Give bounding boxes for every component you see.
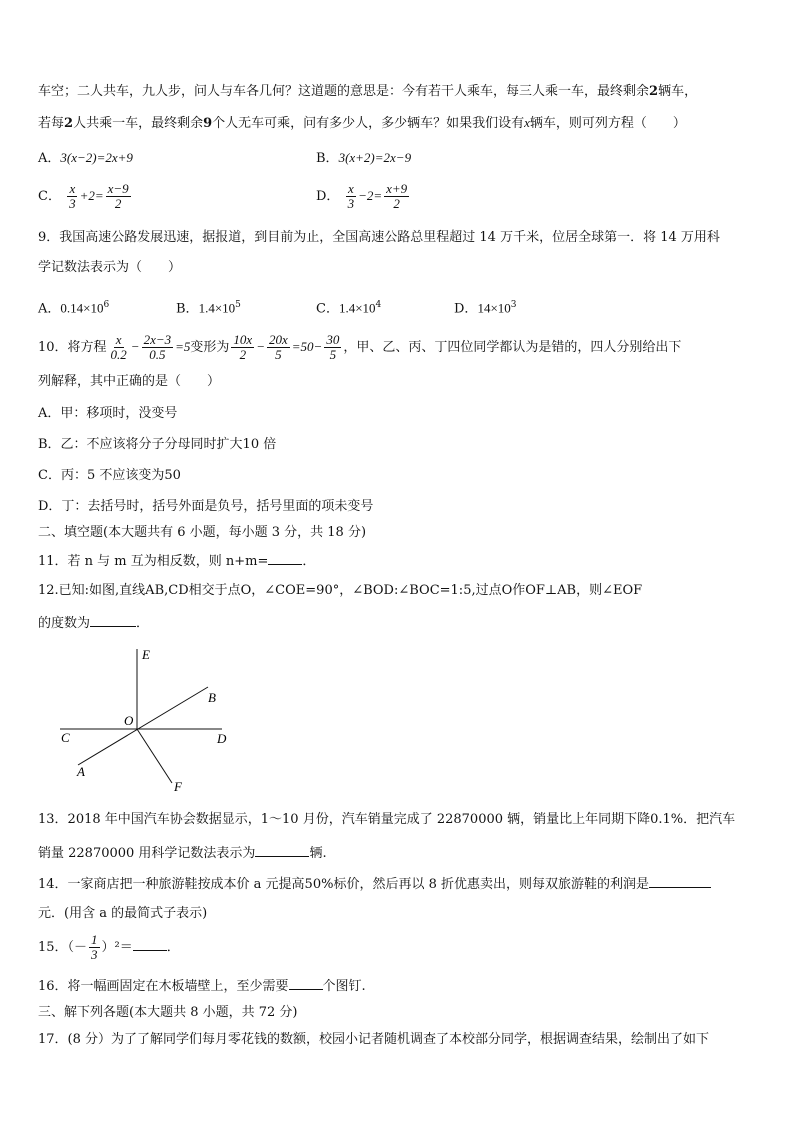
label-o: O	[124, 713, 134, 728]
q12-line1: 12.已知:如图,直线AB,CD相交于点O，∠COE=90°，∠BOD:∠BOC=1:5,过点O作OF⊥AB，则∠EOF	[38, 583, 643, 598]
q8-line2: 若每2人共乘一车，最终剩余9个人无车可乘，问有多少人，多少辆车？如果我们设有x辆车，则可列方程（ ）	[38, 115, 686, 131]
q9-line1: 9．我国高速公路发展迅速，据报道，到目前为止，全国高速公路总里程超过 14 万千米，位居全球第一．将 14 万用科	[38, 230, 720, 245]
q10-option-a[interactable]: A．甲：移项时，没变号	[38, 406, 178, 421]
label-b: B	[208, 690, 216, 705]
fraction: $\frac{1}{3}$	[91, 932, 98, 962]
label-c: C	[61, 730, 70, 745]
q14-line2: 元．(用含 a 的最简式子表示)	[38, 906, 208, 921]
answer-blank[interactable]	[649, 873, 711, 888]
label-a: A	[77, 764, 85, 779]
q9-line2: 学记数法表示为（ ）	[38, 260, 182, 275]
q8-option-c[interactable]: C． $\frac{x}{3}$ +2= $\frac{x-9}{2}$	[38, 181, 129, 211]
section-heading-solve: 三、解下列各题(本大题共 8 小题，共 72 分)	[38, 1005, 298, 1020]
q8-option-a[interactable]: A．3(x−2)=2x+9	[38, 150, 133, 166]
fraction: $\frac{x-9}{2}$	[107, 181, 129, 211]
q9-option-b[interactable]: B．$1.4\times 10^5$	[176, 300, 241, 317]
q14-line1: 14．一家商店把一种旅游鞋按成本价 a 元提高50%标价，然后再以 8 折优惠卖出，则每双旅游鞋的利润是	[38, 873, 756, 895]
answer-blank[interactable]	[255, 842, 309, 857]
q13-line2: 销量 22870000 用科学记数法表示为 辆.	[38, 842, 756, 864]
q16: 16．将一幅画固定在木板墙壁上，至少需要 个图钉.	[38, 975, 756, 997]
geometry-figure	[60, 645, 260, 795]
q9-option-c[interactable]: C．$1.4\times 10^4$	[316, 300, 382, 317]
fraction: $\frac{x}{0.2}$	[110, 332, 127, 362]
q8-line1: 车空；二人共车，九人步，问人与车各几何？这道题的意思是：今有若干人乘车，每三人乘一车，最终剩余2辆车，	[38, 84, 698, 99]
q17-line1: 17．(8 分）为了了解同学们每月零花钱的数额，校园小记者随机调查了本校部分同学，根据调查结果，绘制出了如下	[38, 1032, 710, 1047]
q10-line1: 10．将方程 $\frac{x}{0.2}$ − $\frac{2x-3}{0.5}$ =5变形为 $\frac{10x}{2}$ − $\frac{20x}{5}$ =50− $\frac{30}{5}$ ，甲、乙、丙、丁四位同学都认为是错的，四人分别给出下	[38, 332, 682, 362]
q9-option-a[interactable]: A．$0.14\times 10^6$	[38, 300, 110, 317]
fraction: $\frac{x+9}{2}$	[386, 181, 408, 211]
q8-option-d[interactable]: D． $\frac{x}{3}$ −2= $\frac{x+9}{2}$	[316, 181, 408, 211]
answer-blank[interactable]	[90, 612, 136, 627]
q8-option-b[interactable]: B．3(x+2)=2x−9	[316, 150, 412, 166]
q12-line2: 的度数为 ．	[38, 612, 756, 634]
fraction: $\frac{30}{5}$	[326, 332, 340, 362]
fraction: $\frac{10x}{2}$	[233, 332, 253, 362]
fraction: $\frac{20x}{5}$	[268, 332, 288, 362]
q10-option-d[interactable]: D．丁：去括号时，括号外面是负号，括号里面的项未变号	[38, 499, 374, 514]
fraction: $\frac{x}{3}$	[347, 181, 355, 211]
q10-option-c[interactable]: C．丙：5 不应该变为50	[38, 468, 181, 483]
label-f: F	[174, 779, 182, 794]
q10-line2: 列解释，其中正确的是（ ）	[38, 374, 221, 389]
label-d: D	[217, 731, 227, 746]
answer-blank[interactable]	[289, 975, 323, 990]
q9-option-d[interactable]: D．$14\times 10^3$	[454, 300, 517, 317]
q10-option-b[interactable]: B．乙：不应该将分子分母同时扩大10 倍	[38, 437, 277, 452]
answer-blank[interactable]	[133, 936, 167, 951]
fraction: $\frac{x}{3}$	[69, 181, 76, 211]
q13-line1: 13．2018 年中国汽车协会数据显示，1～10 月份，汽车销量完成了 22870000 辆，销量比上年同期下降0.1%．把汽车	[38, 812, 736, 827]
label-e: E	[142, 647, 150, 662]
line-ab	[78, 687, 208, 765]
answer-blank[interactable]	[268, 550, 302, 565]
section-heading-fill-in: 二、填空题(本大题共有 6 小题，每小题 3 分，共 18 分)	[38, 525, 367, 540]
fraction: $\frac{2x-3}{0.5}$	[143, 332, 172, 362]
q11: 11．若 n 与 m 互为相反数，则 n+m= ．	[38, 550, 756, 572]
q15: 15．（－ $\frac{1}{3}$ ）²＝ ．	[38, 932, 180, 962]
ray-of	[137, 729, 172, 783]
